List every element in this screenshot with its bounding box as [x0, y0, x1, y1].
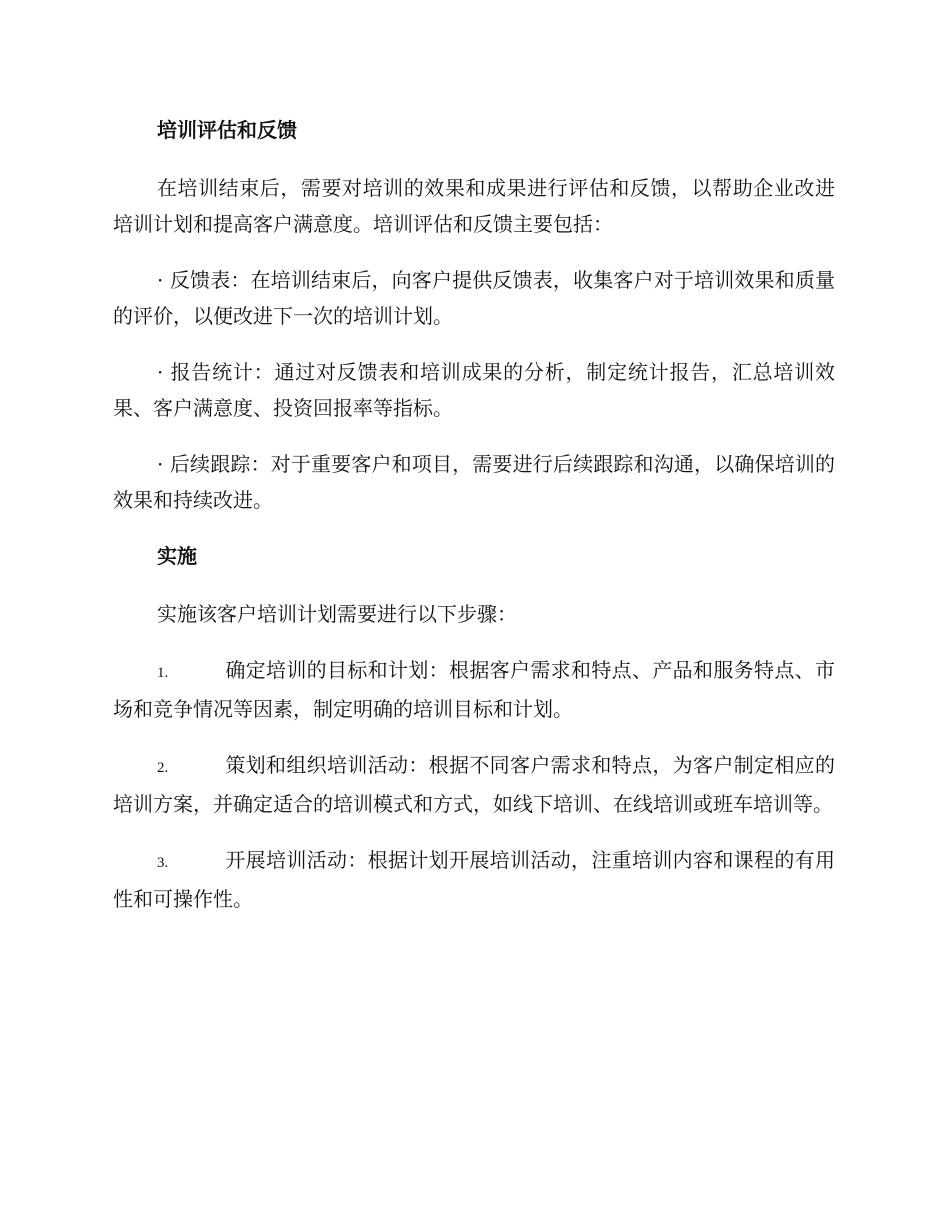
- step-number: 1.: [157, 665, 169, 681]
- bullet-follow-up: · 后续跟踪：对于重要客户和项目，需要进行后续跟踪和沟通，以确保培训的效果和持续改进。: [113, 452, 835, 512]
- section-heading-implementation: 实施: [157, 544, 197, 568]
- section-heading-evaluation: 培训评估和反馈: [157, 118, 297, 142]
- step-text: 开展培训活动：根据计划开展培训活动，注重培训内容和课程的有用性和可操作性。: [113, 848, 835, 911]
- step-text: 策划和组织培训活动：根据不同客户需求和特点，为客户制定相应的培训方案，并确定适合的培训模式和方式，如线下培训、在线培训或班车培训等。: [113, 753, 835, 816]
- document-page: [113, 112, 835, 937]
- step-item-1: [113, 652, 835, 727]
- step-item-3: [113, 842, 835, 917]
- step-number: 3.: [157, 855, 169, 871]
- bullet-feedback-form: · 反馈表：在培训结束后，向客户提供反馈表，收集客户对于培训效果和质量的评价，以便改进下一次的培训计划。: [113, 268, 835, 328]
- step-text: 确定培训的目标和计划：根据客户需求和特点、产品和服务特点、市场和竞争情况等因素，制定明确的培训目标和计划。: [113, 658, 835, 721]
- paragraph-evaluation-intro: 在培训结束后，需要对培训的效果和成果进行评估和反馈，以帮助企业改进培训计划和提高客户满意度。培训评估和反馈主要包括：: [113, 176, 835, 236]
- step-item-2: [113, 747, 835, 822]
- bullet-report-statistics: · 报告统计：通过对反馈表和培训成果的分析，制定统计报告，汇总培训效果、客户满意度、投资回报率等指标。: [113, 360, 835, 420]
- paragraph-implementation-intro: 实施该客户培训计划需要进行以下步骤：: [157, 602, 517, 626]
- step-number: 2.: [157, 760, 169, 776]
